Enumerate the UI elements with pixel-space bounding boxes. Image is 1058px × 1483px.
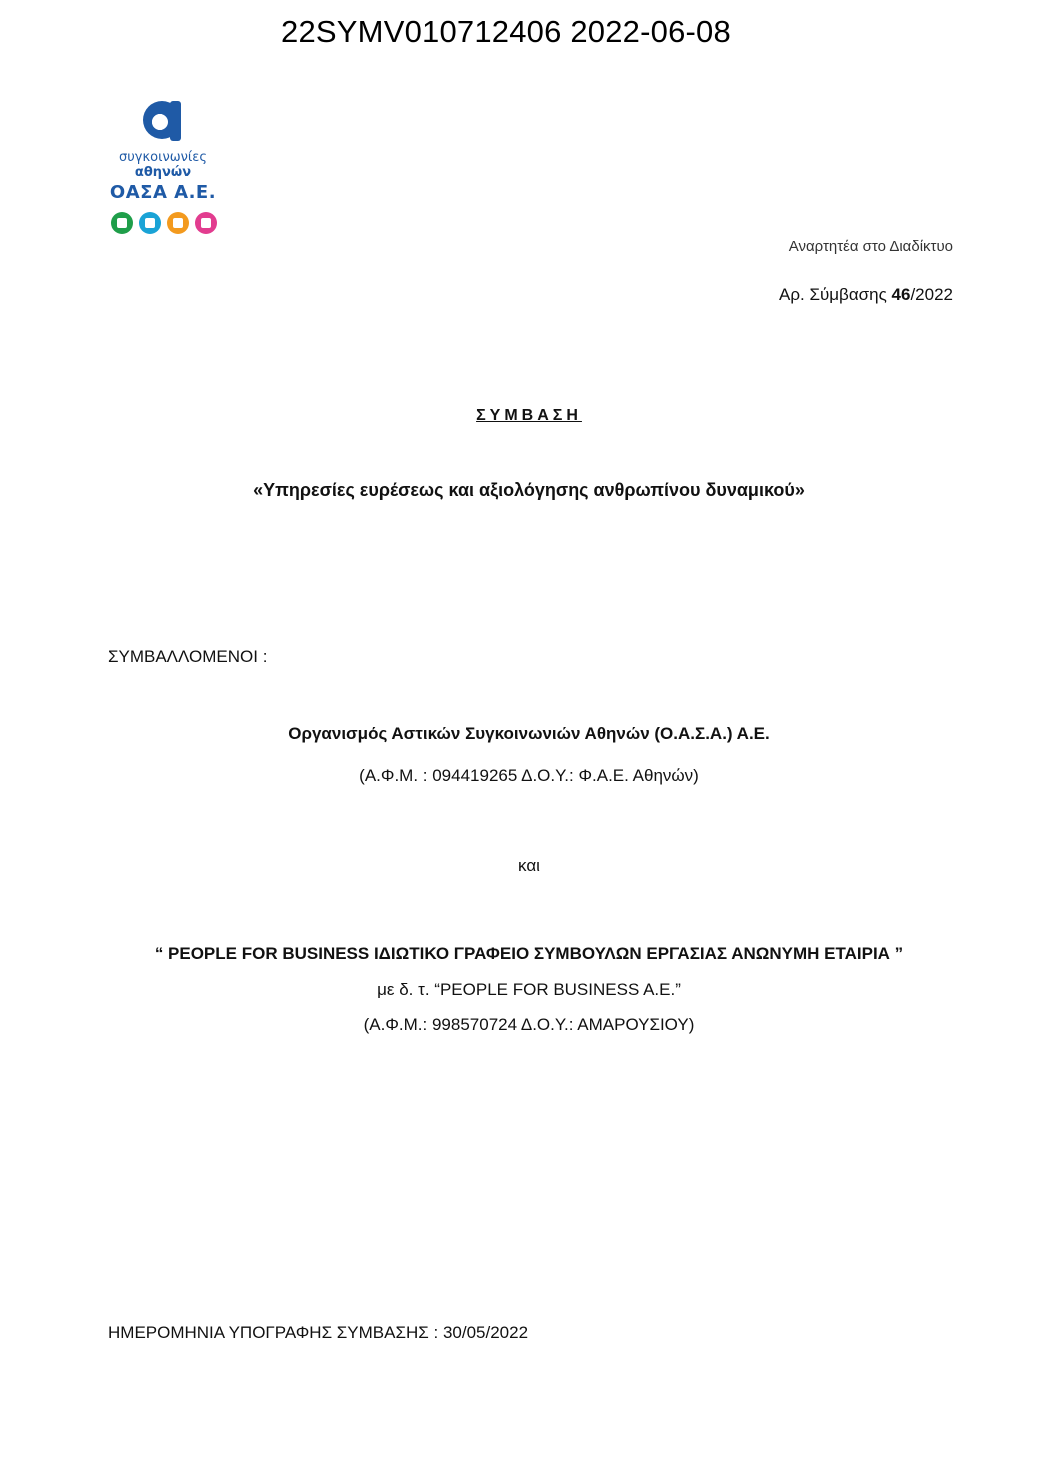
contract-number-value: 46 xyxy=(891,285,911,304)
party1-tax: (Α.Φ.Μ. : 094419265 Δ.Ο.Υ.: Φ.Α.Ε. Αθηνών) xyxy=(359,766,699,785)
contract-number-prefix: Αρ. Σύμβασης xyxy=(779,285,892,304)
contract-number xyxy=(779,285,953,305)
document-subtitle: «Υπηρεσίες ευρέσεως και αξιολόγησης ανθρωπίνου δυναμικού» xyxy=(253,480,805,500)
signing-date: ΗΜΕΡΟΜΗΝΙΑ ΥΠΟΓΡΑΦΗΣ ΣΥΜΒΑΣΗΣ : 30/05/2022 xyxy=(108,1323,529,1342)
document-id-header: 22SYMV010712406 2022-06-08 xyxy=(281,14,731,49)
bus-icon xyxy=(139,212,161,234)
metro-icon xyxy=(195,212,217,234)
party2-tax: (Α.Φ.Μ.: 998570724 Δ.Ο.Υ.: ΑΜΑΡΟΥΣΙΟΥ) xyxy=(363,1015,695,1034)
logo-transport-icons xyxy=(108,212,220,236)
document-title: ΣΥΜΒΑΣΗ xyxy=(476,407,582,424)
party1-name: Οργανισμός Αστικών Συγκοινωνιών Αθηνών (Ο.Α.Σ.Α.) Α.Ε. xyxy=(288,724,770,743)
party2-name: “ PEOPLE FOR BUSINESS ΙΔΙΩΤΙΚΟ ΓΡΑΦΕΙΟ ΣΥΜΒΟΥΛΩΝ ΕΡΓΑΣΙΑΣ ΑΝΩΝΥΜΗ ΕΤΑΙΡΙΑ ” xyxy=(154,944,904,963)
logo-text-line1: συγκοινωνίες xyxy=(119,150,207,165)
tram-icon xyxy=(111,212,133,234)
logo-text-line3: ΟΑΣΑ Α.Ε. xyxy=(109,182,217,203)
party2-alias: με δ. τ. “PEOPLE FOR BUSINESS A.E.” xyxy=(377,980,681,999)
oasa-logo xyxy=(104,96,224,238)
parties-label: ΣΥΜΒΑΛΛΟΜΕΝΟΙ : xyxy=(108,647,268,666)
conjunction: και xyxy=(518,856,540,875)
oasa-alpha-icon xyxy=(104,96,222,148)
contract-number-suffix: /2022 xyxy=(910,285,953,304)
posting-note: Αναρτητέα στο Διαδίκτυο xyxy=(788,238,953,255)
trolley-icon xyxy=(167,212,189,234)
logo-text-line2: αθηνών xyxy=(134,165,192,180)
